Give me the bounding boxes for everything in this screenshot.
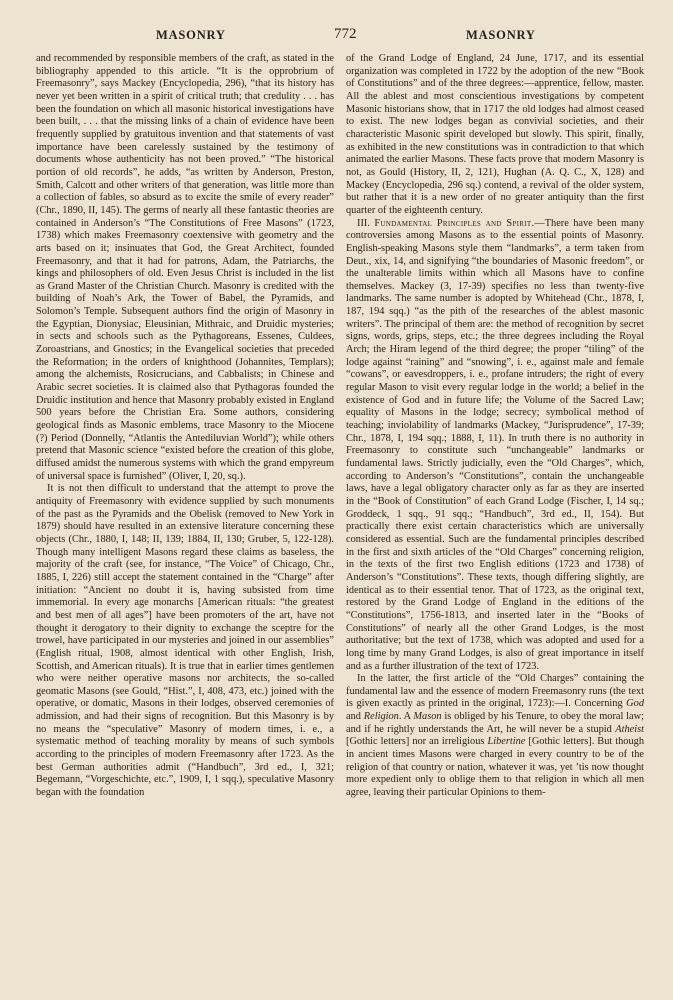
section-number: III. — [357, 217, 370, 229]
running-head — [36, 26, 637, 46]
left-column — [36, 53, 334, 800]
text-run: In the latter, the first article of the “Old Charges” containing the fundamental law and the essence of modern Freemasonry runs (the text is given exactly as printed in the original, 1723):—I. Concerning — [346, 673, 644, 710]
paragraph-text: —There have been many controversies among Masons as to the essential points of Masonry. English-speaking Masons style them “landmarks”, a term taken from Deut., xix, 14, and signifying “the boundaries of Masonic freedom”, or the unalterable limits within which all Masons have to confine themselves. Mackey (3, 17-39) specifies no less than twenty-five landmarks. The same number is adopted by Whitehead (Chr., 1878, I, 187, 194 sqq.) “as the pith of the researches of the ablest masonic writers”. The principal of them are: the method of recognition by secret signs, words, grips, steps, etc.; the three degrees including the Royal Arch; the Hiram legend of the third degree; the proper “tiling” of the lodge against “raining” and “snowing”, i. e., against male and female “cowans”, or eavesdroppers, i. e., profane intruders; the right of every regular Mason to visit every regular lodge in the world; a belief in the existence of God and in future life; the Volume of the Sacred Law; equality of Masons in the lodge; secrecy; symbolical method of teaching; inviolability of landmarks (Mackey, “Jurisprudence”, 17-39; Chr., 1878, I, 194 sqq.; 1888, I, 11). In truth there is no authority in Freemasonry to constitute such “unchangeable” landmarks or fundamental laws. Strictly judicially, even the “Old Charges”, which, according to Anderson’s “Constitutions”, contain the unchangeable laws, have a legal obligatory character only as far as they are inserted in the “Book of Constitution” of each Grand Lodge (Fischer, I, 14 sq.; Groddeck, 1 sqq., 91 sqq.; “Handbuch”, 3rd ed., II, 154). But practically there exist certain characteristics which are universally considered as essential. Such are the fundamental principles described in the first and sixth articles of the “Old Charges” concerning religion, in the texts of the first two English editions (1723 and 1738) of Anderson’s “Constitutions”. These texts, though differing slightly, are identical as to their essential tenor. That of 1723, as the original text, restored by the Grand Lodge of England in the editions of the “Constitutions”, 1756-1813, and inserted later in the “Books of Constitutions” of nearly all the other Grand Lodges, is the most authoritative; but the text of 1738, which was adopted and used for a long time by many Grand Lodges, is also of great importance in itself and as a further illustration of the text of 1723. — [346, 217, 644, 672]
italic-atheist: Atheist — [615, 723, 644, 735]
text-run: and — [346, 711, 364, 723]
italic-religion: Religion — [363, 711, 399, 723]
running-head-right: MASONRY — [466, 28, 536, 42]
section-heading: Fundamental Principles and Spirit. — [374, 217, 535, 229]
text-run: [Gothic letters]. But though in ancient times Masons were charged in every country to be of the religion of that country or nation, whatever it was, yet ’tis now thought more expedient only to oblige them to that religion in which all men agree, leaving their particular Opinions to them- — [346, 736, 644, 799]
text-run: is obliged by his Tenure, to obey the moral law; and if he rightly understands the Art, he will never be a stupid — [346, 711, 644, 735]
paragraph — [346, 673, 644, 800]
page-number: 772 — [334, 26, 357, 42]
italic-mason: Mason — [413, 711, 442, 723]
section-paragraph — [346, 218, 644, 674]
paragraph: of the Grand Lodge of England, 24 June, 1717, and its essential organization was completed in 1722 by the adoption of the new “Book of Constitutions” and of the three degrees:—apprentice, fellow, master. All the ablest and most conscientious investigations by competent Masonic historians show, that in 1717 the old lodges had almost ceased to exist. The new lodges began as convivial societies, and their characteristic Masonic spirit developed but slowly. This spirit, finally, as exhibited in the new constitutions was in contradiction to that which animated the earlier Masons. These facts prove that modern Masonry is not, as Gould (History, II, 2, 121), Hughan (A. Q. C., X, 128) and Mackey (Encyclopedia, 296 sq.) contend, a revival of the older system, but rather that it is a new order of no greater antiquity than the first quarter of the eighteenth century. — [346, 53, 644, 216]
italic-libertine: Libertine — [487, 736, 526, 748]
right-column — [346, 53, 644, 800]
running-head-left: MASONRY — [156, 28, 226, 42]
italic-god: God — [626, 698, 644, 710]
text-run: . A — [398, 711, 414, 723]
paragraph: It is not then difficult to understand that the attempt to prove the antiquity of Freemasonry with evidence supplied by such monuments of the past as the Pyramids and the Obelisk (removed to New York in 1879) should have resulted in an extensive literature concerning these objects (Chr., 1880, I, 148; II, 139; 1884, II, 130; Gruber, 5, 122-128). Though many intelligent Masons regard these claims as baseless, the majority of the craft (see, for instance, “The Voice” of Chicago, Chr., 1885, I, 226) still accept the statement contained in the “Charge” after initiation: “Ancient no doubt it is, having subsisted from time immemorial. In every age monarchs [American rituals: “the greatest and best men of all ages”] have been promoters of the art, have not thought it derogatory to their dignity to exchange the sceptre for the trowel, have participated in our mysteries and joined in our assemblies” (English ritual, 1908, almost identical with other English, Irish, Scottish, and American rituals). It is true that in earlier times gentlemen who were neither operative masons nor architects, the so-called geomatic Masons (see Gould, “Hist.”, I, 408, 473, etc.) joined with the operative, or domatic, Masons in their lodges, observed ceremonies of admission, and had their signs of recognition. But this Masonry is by no means the “speculative” Masonry of modern times, i. e., a systematic method of teaching morality by means of such symbols according to the principles of modern Freemasonry after 1723. As the best German authorities admit (“Handbuch”, 3rd ed., I, 321; Begemann, “Vorgeschichte, etc.”, 1909, I, 1 sqq.), speculative Masonry began with the foundation — [36, 483, 334, 799]
text-run: [Gothic letters] nor an irreligious — [346, 736, 488, 748]
paragraph: and recommended by responsible members of the craft, as stated in the bibliography appended to this article. “It is the opprobrium of Freemasonry”, says Mackey (Encyclopedia, 296), “that its history has never yet been written in a spirit of critical truth; that credulity . . . has been the foundation on which all masonic historical investigations have been built, . . . that the missing links of a chain of evidence have been frequently supplied by gratuitous invention and that statements of vast importance have been carelessly sustained by the testimony of documents whose authenticity has not been proved.” “The historical portion of old records”, he adds, “as written by Anderson, Preston, Smith, Calcott and other writers of that generation, was little more than a collection of fables, so absurd as to excite the smile of every reader” (Chr., 1890, II, 145). The germs of nearly all these fantastic theories are contained in Anderson’s “The Constitutions of Free Masons” (1723, 1738) which makes Freemasonry coextensive with geometry and the arts based on it; insinuates that God, the Great Architect, founded Freemasonry, and that it had for patrons, Adam, the Patriarchs, the kings and philosophers of old. Even Jesus Christ is included in the list as Grand Master of the Christian Church. Masonry is credited with the building of Noah’s Ark, the Tower of Babel, the Pyramids, and Solomon’s Temple. Subsequent authors find the origin of Masonry in the Egyptian, Dionysiac, Eleusinian, Mithraic, and Druidic mysteries; in sects and schools such as the Pythagoreans, Essenes, Culdees, Zoroastrians, and Gnostics; in the Evangelical societies that preceded the Reformation; in the orders of knighthood (Johannites, Templars); among the alchemists, Rosicrucians, and Cabbalists; in Chinese and Arabic secret societies. It is claimed also that Pythagoras founded the Druidic institution and hence that Masonry probably existed in England 500 years before the Christian Era. Some authors, considering geological finds as Masonic emblems, trace Masonry to the Miocene (?) Period (Donnelly, “Atlantis the Antediluvian World”); while others pretend that Masonic science “existed before the creation of this globe, diffused amidst the numerous systems with which the grand empyreum of universal space is furnished” (Oliver, I, 20, sq.). — [36, 53, 334, 482]
